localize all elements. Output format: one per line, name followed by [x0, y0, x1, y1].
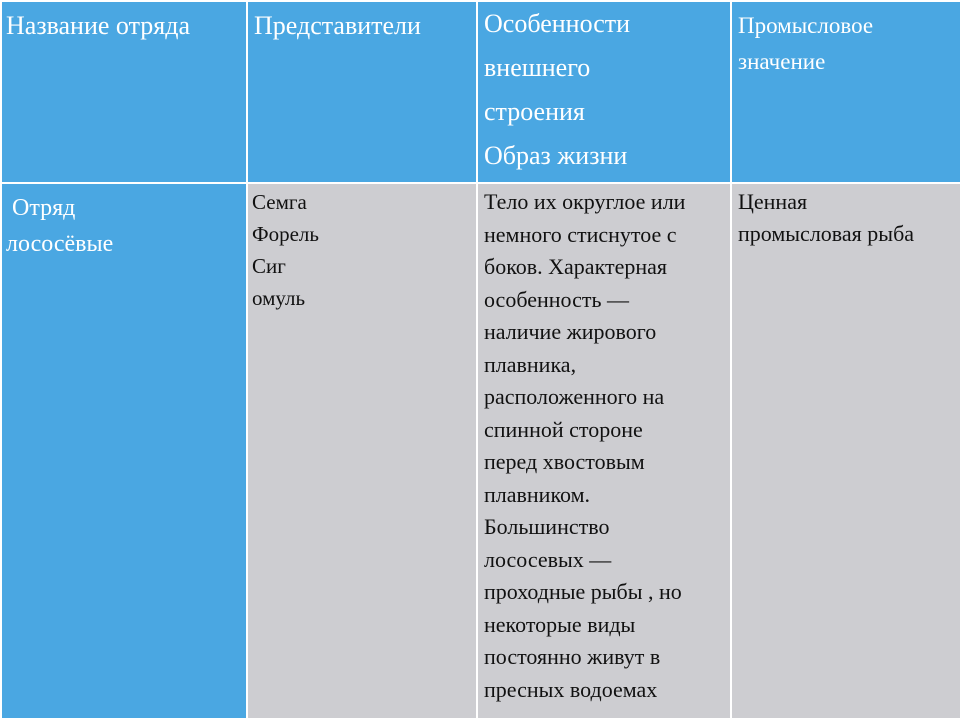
description-line: плавника,	[484, 351, 577, 377]
representative-item: Семга	[252, 190, 307, 214]
commercial-value-line: промысловая рыба	[738, 221, 915, 246]
table-header-row	[1, 1, 960, 183]
description-line: немного стиснутое с	[484, 221, 677, 247]
header-representatives-text: Представители	[254, 11, 421, 40]
description-line: боков. Характерная	[484, 254, 668, 279]
cell-commercial-value	[731, 183, 960, 719]
header-commercial-line: Промысловое	[738, 13, 874, 38]
cell-order-name	[1, 183, 247, 719]
header-features-line: Особенности	[484, 9, 631, 38]
header-commercial-value	[731, 1, 960, 183]
cell-features-description	[477, 183, 731, 719]
header-order-name	[1, 1, 247, 183]
representative-item: омуль	[252, 286, 306, 310]
header-features-line: внешнего	[484, 53, 591, 82]
description-line: некоторые виды	[484, 611, 636, 637]
cell-representatives	[247, 183, 477, 719]
description-line: расположенного на	[484, 384, 665, 409]
representative-item: Форель	[252, 222, 319, 246]
description-line: спинной стороне	[484, 416, 643, 442]
header-order-name-text: Название отряда	[6, 11, 190, 40]
table-row	[1, 183, 960, 719]
description-line: особенность —	[484, 286, 629, 312]
description-line: пресных водоемах	[484, 676, 658, 702]
header-features	[477, 1, 731, 183]
header-features-line: строения	[484, 97, 585, 126]
commercial-value-line: Ценная	[738, 189, 808, 214]
description-line: Большинство	[484, 514, 610, 539]
description-line: перед хвостовым	[484, 449, 645, 474]
header-commercial-line: значение	[738, 49, 826, 74]
description-line: проходные рыбы , но	[484, 579, 682, 604]
description-line: плавником.	[484, 481, 591, 507]
description-line: Тело их округлое или	[484, 189, 686, 214]
description-line: наличие жирового	[484, 319, 657, 344]
description-line: постоянно живут в	[484, 644, 661, 669]
description-line: лососевых —	[484, 546, 612, 572]
header-representatives	[247, 1, 477, 183]
header-features-line: Образ жизни	[484, 141, 628, 170]
order-name-line: лососёвые	[6, 231, 114, 257]
representative-item: Сиг	[252, 254, 286, 278]
order-name-line: Отряд	[6, 195, 76, 221]
